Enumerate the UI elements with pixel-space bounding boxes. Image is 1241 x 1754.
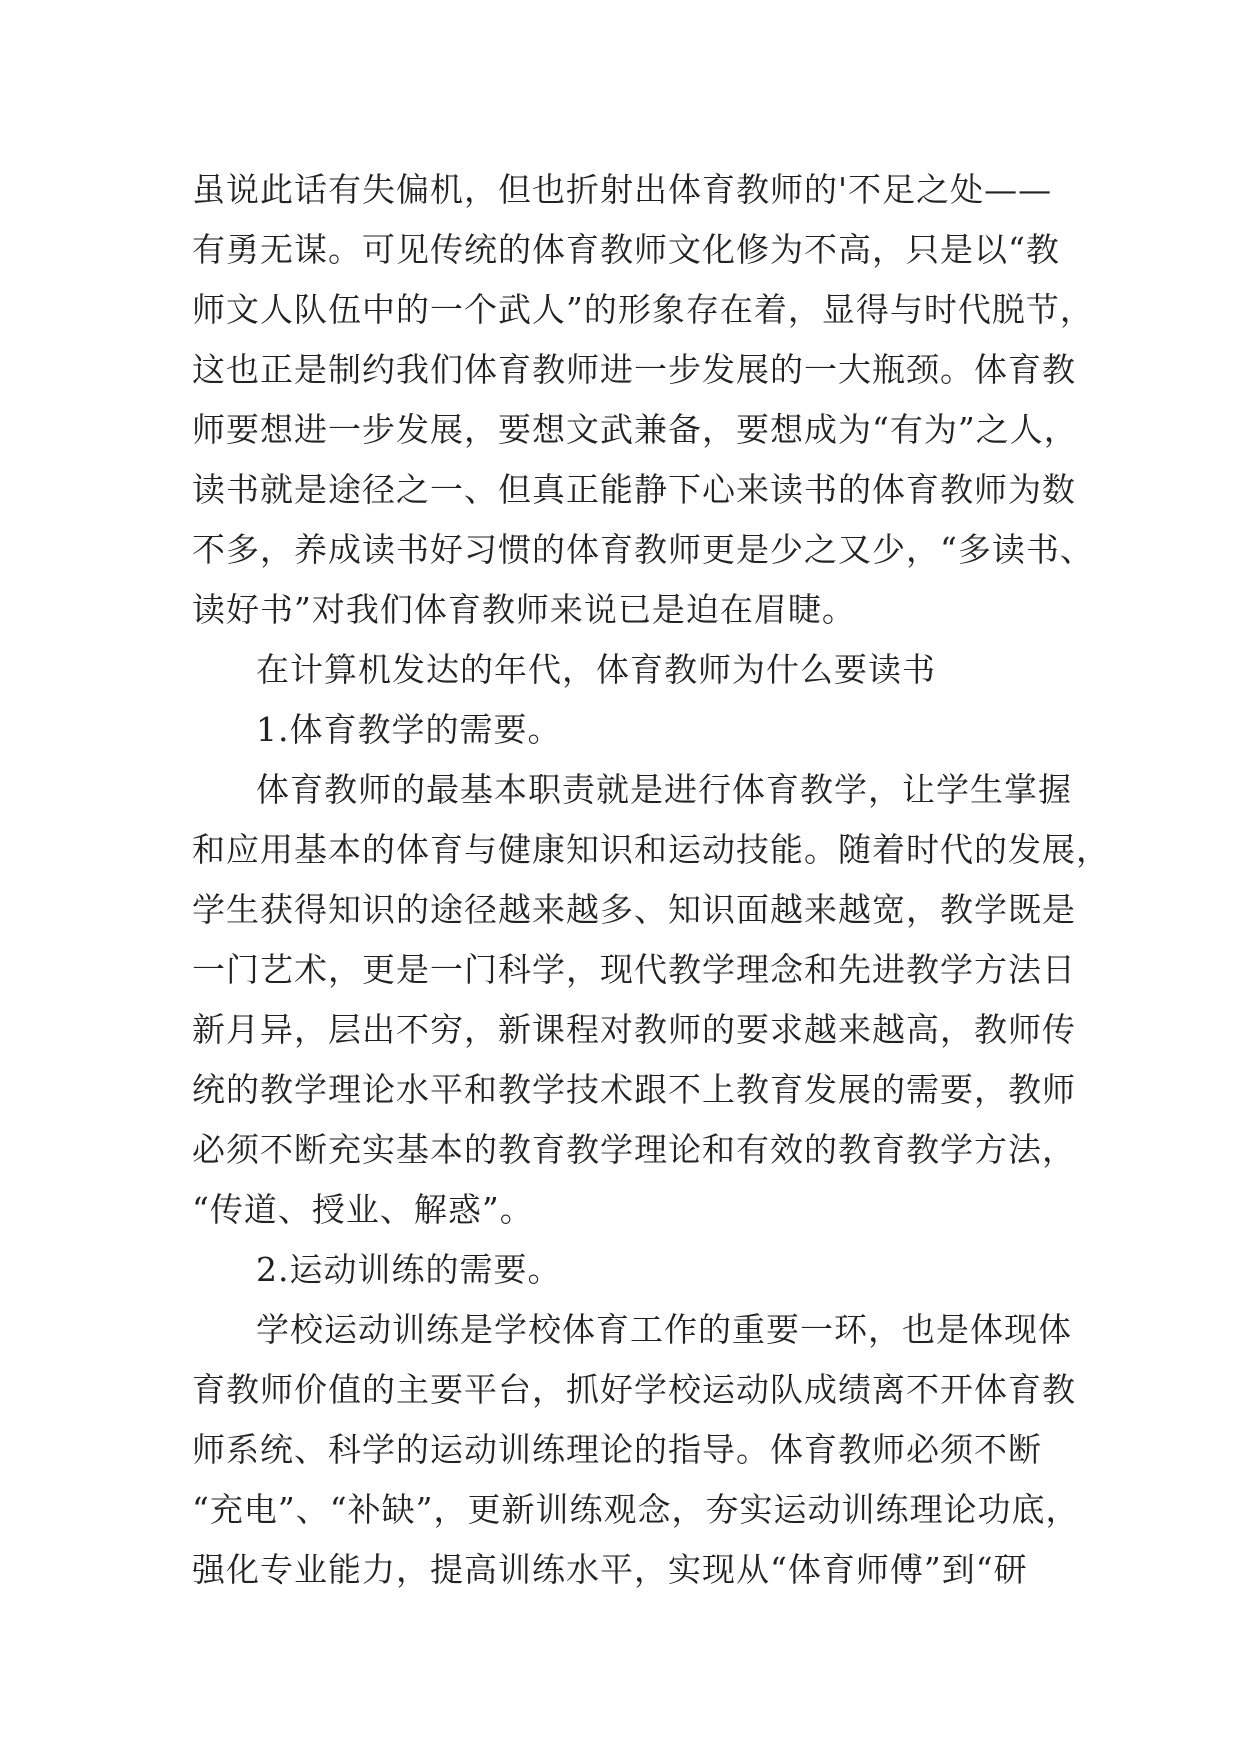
text-line: 读好书”对我们体育教师来说已是迫在眉睫。 xyxy=(192,590,856,629)
text-line: 虽说此话有失偏机，但也折射出体育教师的'不足之处—— xyxy=(192,170,1053,209)
text-line: 师要想进一步发展，要想文武兼备，要想成为“有为”之人， xyxy=(192,410,1078,449)
text-line: 必须不断充实基本的教育教学理论和有效的教育教学方法， xyxy=(192,1130,1076,1169)
text-line: 读书就是途径之一、但真正能静下心来读书的体育教师为数 xyxy=(192,470,1076,509)
text-line: 统的教学理论水平和教学技术跟不上教育发展的需要，教师 xyxy=(192,1070,1076,1109)
text-line: 强化专业能力，提高训练水平，实现从“体育师傅”到“研 xyxy=(192,1550,1028,1589)
text-line: 育教师价值的主要平台，抓好学校运动队成绩离不开体育教 xyxy=(192,1370,1076,1409)
body-text xyxy=(192,160,1110,1600)
text-line: 一门艺术，更是一门科学，现代教学理念和先进教学方法日 xyxy=(192,950,1076,989)
text-line: 这也正是制约我们体育教师进一步发展的一大瓶颈。体育教 xyxy=(192,350,1076,389)
text-line: 有勇无谋。可见传统的体育教师文化修为不高，只是以“教 xyxy=(192,230,1060,269)
text-line: 师文人队伍中的一个武人”的形象存在着，显得与时代脱节， xyxy=(192,290,1094,329)
text-line: 师系统、科学的运动训练理论的指导。体育教师必须不断 xyxy=(192,1430,1042,1469)
section-heading: 2.运动训练的需要。 xyxy=(256,1250,562,1289)
text-line: 新月异，层出不穷，新课程对教师的要求越来越高，教师传 xyxy=(192,1010,1076,1049)
text-line: 在计算机发达的年代，体育教师为什么要读书 xyxy=(256,650,936,689)
text-line: 学校运动训练是学校体育工作的重要一环，也是体现体 xyxy=(256,1310,1072,1349)
text-line: 和应用基本的体育与健康知识和运动技能。随着时代的发展， xyxy=(192,830,1110,869)
text-line: 体育教师的最基本职责就是进行体育教学，让学生掌握 xyxy=(256,770,1072,809)
section-heading: 1.体育教学的需要。 xyxy=(256,710,562,749)
text-line: “传道、授业、解惑”。 xyxy=(192,1190,534,1229)
text-line: 学生获得知识的途径越来越多、知识面越来越宽，教学既是 xyxy=(192,890,1076,929)
text-line: “充电”、“补缺”，更新训练观念，夯实运动训练理论功底， xyxy=(192,1490,1080,1529)
text-line: 不多，养成读书好习惯的体育教师更是少之又少，“多读书、 xyxy=(192,530,1094,569)
